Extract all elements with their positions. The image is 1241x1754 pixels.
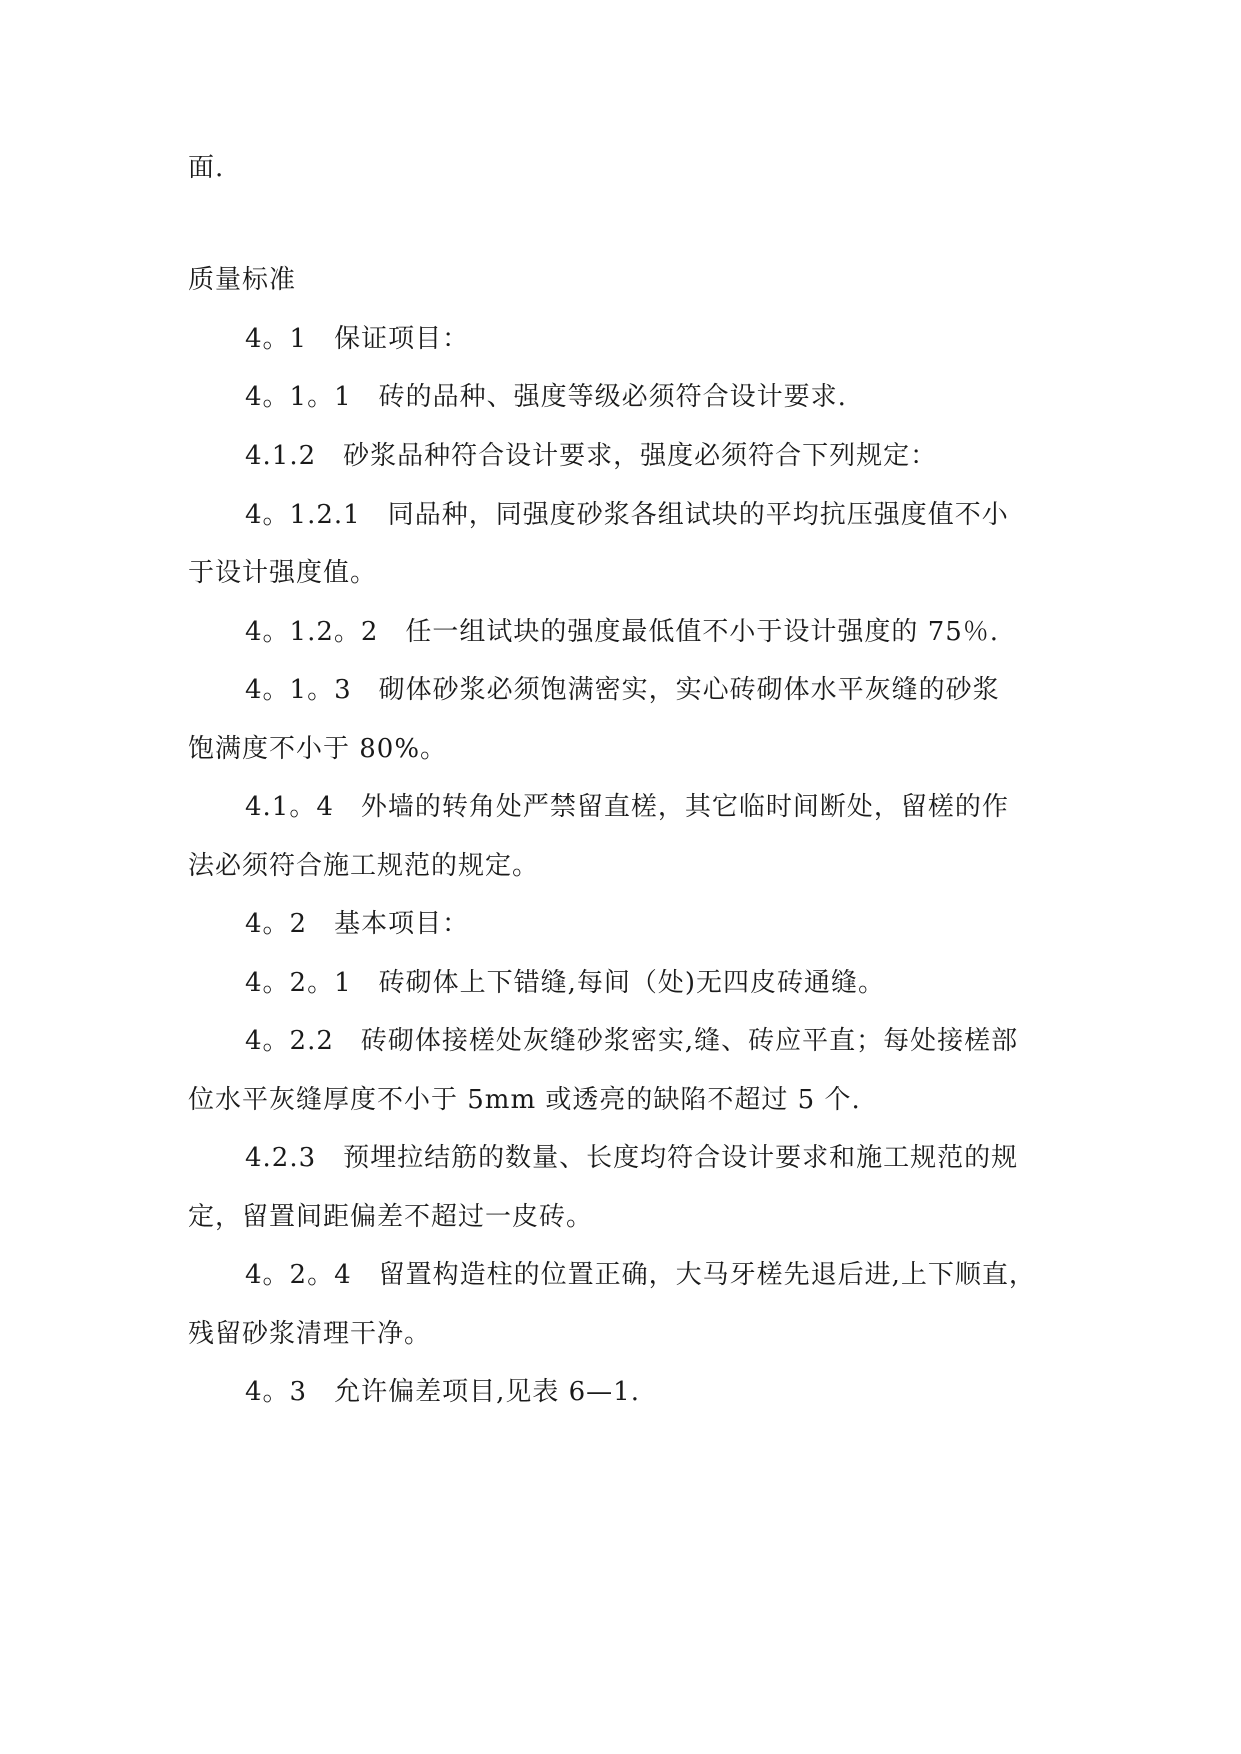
clause-4-1-3: 4。1。3 砌体砂浆必须饱满密实，实心砖砌体水平灰缝的砂浆: [245, 675, 1000, 705]
clause-4-2-3: 4.2.3 预埋拉结筋的数量、长度均符合设计要求和施工规范的规: [245, 1143, 1019, 1173]
clause-4-1-2-1-cont: 于设计强度值。: [188, 558, 378, 588]
clause-4-2-4: 4。2。4 留置构造柱的位置正确，大马牙槎先退后进,上下顺直，: [245, 1260, 1036, 1290]
section-heading: 质量标准: [188, 265, 297, 295]
clause-4-1-1: 4。1。1 砖的品种、强度等级必须符合设计要求.: [245, 382, 847, 412]
clause-4-2-2: 4。2.2 砖砌体接槎处灰缝砂浆密实,缝、砖应平直；每处接槎部: [245, 1026, 1019, 1056]
clause-4-1-2-2: 4。1.2。2 任一组试块的强度最低值不小于设计强度的 75％.: [245, 617, 1000, 647]
text-line-continuation: 面.: [188, 153, 225, 183]
clause-4-2-1: 4。2。1 砖砌体上下错缝,每间（处)无四皮砖通缝。: [245, 968, 886, 998]
clause-4-1-2: 4.1.2 砂浆品种符合设计要求，强度必须符合下列规定：: [245, 441, 938, 471]
clause-4-2-4-cont: 残留砂浆清理干净。: [188, 1319, 432, 1349]
clause-4-2-2-cont: 位水平灰缝厚度不小于 5mm 或透亮的缺陷不超过 5 个.: [188, 1085, 861, 1115]
clause-4-2-3-cont: 定，留置间距偏差不超过一皮砖。: [188, 1202, 594, 1232]
clause-4-1-4-cont: 法必须符合施工规范的规定。: [188, 851, 540, 881]
clause-4-1: 4。1 保证项目：: [245, 324, 470, 354]
clause-4-1-4: 4.1。4 外墙的转角处严禁留直槎，其它临时间断处，留槎的作: [245, 792, 1009, 822]
clause-4-3: 4。3 允许偏差项目,见表 6—1.: [245, 1377, 640, 1407]
clause-4-2: 4。2 基本项目：: [245, 909, 470, 939]
clause-4-1-2-1: 4。1.2.1 同品种，同强度砂浆各组试块的平均抗压强度值不小: [245, 500, 1009, 530]
clause-4-1-3-cont: 饱满度不小于 80%。: [188, 734, 448, 764]
